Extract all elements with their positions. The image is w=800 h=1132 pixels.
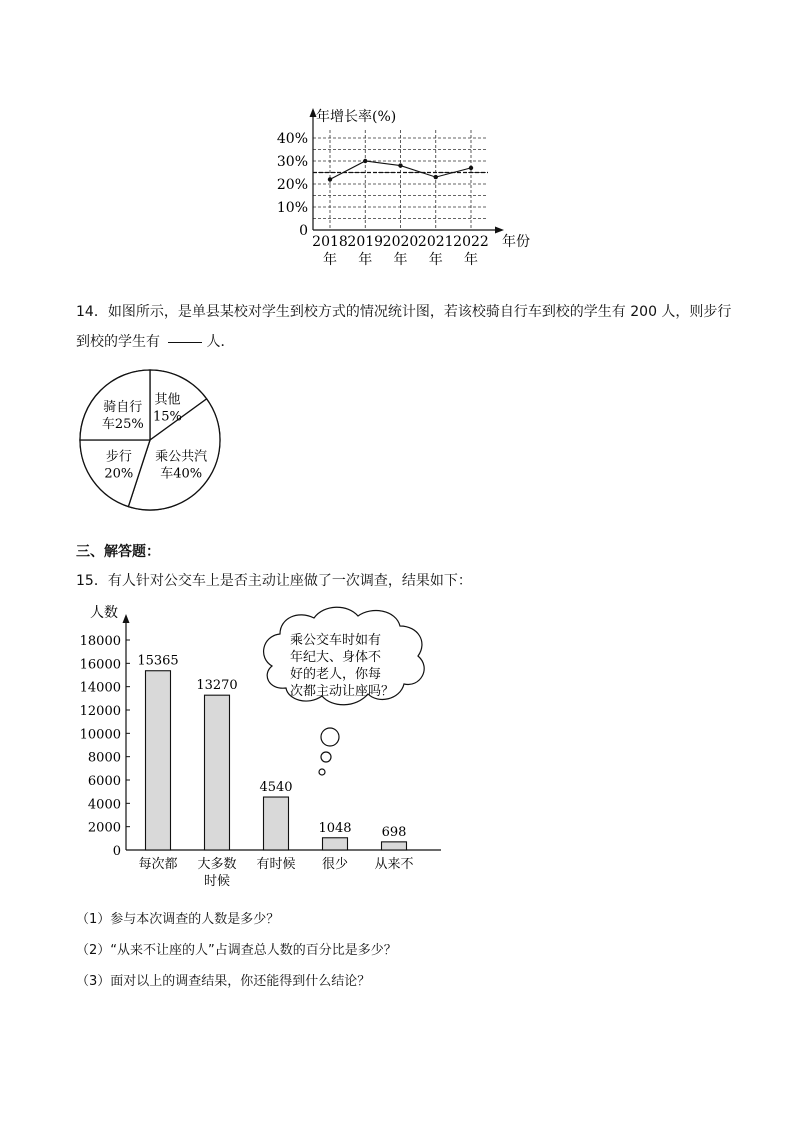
answer-blank[interactable] bbox=[168, 342, 202, 343]
bar-chart-y-tick-label: 8000 bbox=[87, 750, 121, 766]
bar-chart-category-label: 很少 bbox=[321, 857, 349, 872]
line-chart bbox=[260, 100, 540, 270]
pie-chart bbox=[70, 360, 230, 520]
sub-question-3: （3）面对以上的调查结果，你还能得到什么结论？ bbox=[76, 974, 371, 989]
pie-slice-label: 其他 bbox=[154, 392, 181, 408]
question-14-line-2-start: 到校的学生有 bbox=[76, 334, 165, 350]
thought-bubble bbox=[264, 607, 425, 775]
line-chart-x-tick-unit: 年 bbox=[323, 252, 337, 268]
pie-slice-value: 车40% bbox=[160, 466, 203, 482]
line-chart-x-tick-label: 2018 bbox=[312, 234, 348, 250]
bar-chart-data-label: 1048 bbox=[318, 820, 352, 836]
pie-slice-label: 乘公共汽 bbox=[155, 449, 208, 465]
line-chart-point bbox=[328, 177, 332, 181]
bar-chart bbox=[76, 596, 466, 896]
bar-chart-y-tick-label: 6000 bbox=[87, 774, 121, 789]
line-chart-x-tick-unit: 年 bbox=[393, 252, 408, 268]
bar-chart-data-label: 698 bbox=[381, 824, 407, 840]
line-chart-axes bbox=[310, 108, 505, 234]
bar-chart-category-label: 从来不 bbox=[374, 857, 414, 872]
bar-chart-bar bbox=[146, 671, 171, 850]
line-chart-x-tick-label: 2020 bbox=[382, 234, 419, 250]
bar-chart-category-label: 每次都 bbox=[138, 857, 178, 872]
bar-chart-y-tick-label: 16000 bbox=[79, 657, 121, 673]
bar-chart-category-label: 有时候 bbox=[256, 857, 296, 872]
line-chart-y-tick-label: 10% bbox=[276, 200, 308, 216]
line-chart-point bbox=[398, 163, 402, 167]
bubble-line-1: 乘公交车时如有 bbox=[290, 633, 382, 648]
bar-chart-y-tick-label: 12000 bbox=[79, 704, 121, 719]
pie-slice-value: 车25% bbox=[101, 416, 144, 432]
pie-slice-value: 20% bbox=[104, 466, 134, 482]
thought-bubble-dot-medium bbox=[321, 752, 331, 762]
bar-chart-category-label: 大多数 bbox=[197, 857, 237, 872]
question-14-line-2-end: 人． bbox=[206, 334, 235, 350]
bar-chart-category-label-line-2: 时候 bbox=[203, 874, 231, 889]
bar-chart-data-label: 13270 bbox=[196, 678, 238, 694]
pie-slice-label: 骑自行 bbox=[103, 399, 143, 415]
bar-chart-y-axis-label: 人数 bbox=[90, 605, 118, 621]
bar-chart-y-tick-label: 18000 bbox=[79, 634, 121, 649]
thought-bubble-dot-small bbox=[319, 769, 325, 775]
bar-chart-data-label: 15365 bbox=[137, 653, 179, 669]
bar-chart-bar bbox=[205, 695, 230, 850]
sub-question-1: （1）参与本次调查的人数是多少？ bbox=[76, 912, 280, 927]
line-chart-x-tick-unit: 年 bbox=[358, 252, 373, 268]
bar-chart-bar bbox=[264, 797, 289, 850]
bar-chart-y-tick-label: 10000 bbox=[79, 727, 121, 743]
line-chart-y-tick-label: 0 bbox=[299, 223, 308, 239]
line-chart-point bbox=[434, 175, 438, 179]
question-15-text: 15．有人针对公交车上是否主动让座做了一次调查，结果如下： bbox=[76, 573, 472, 589]
line-chart-y-tick-label: 30% bbox=[276, 154, 308, 170]
pie-slice-label: 步行 bbox=[105, 449, 132, 465]
line-chart-y-tick-label: 20% bbox=[276, 177, 308, 193]
bubble-line-4: 次都主动让座吗？ bbox=[290, 684, 395, 699]
line-chart-x-tick-label: 2019 bbox=[347, 234, 384, 250]
bar-chart-y-tick-label: 2000 bbox=[87, 820, 121, 836]
sub-question-2: （2）“从来不让座的人”占调查总人数的百分比是多少？ bbox=[76, 943, 397, 958]
line-chart-x-tick-unit: 年 bbox=[464, 252, 478, 268]
bar-chart-data-label: 4540 bbox=[259, 780, 293, 796]
question-14-line-2 bbox=[76, 332, 234, 352]
section-title: 三、解答题： bbox=[76, 544, 160, 560]
pie-slice-value: 15% bbox=[153, 409, 182, 425]
line-chart-x-axis-label: 年份 bbox=[502, 234, 530, 250]
line-chart-x-tick-label: 2022 bbox=[453, 234, 489, 250]
line-chart-y-tick-label: 40% bbox=[276, 131, 308, 147]
bubble-line-3: 好的老人，你每 bbox=[290, 667, 382, 682]
line-chart-x-tick-label: 2021 bbox=[417, 234, 454, 250]
bar-chart-y-tick-label: 14000 bbox=[79, 680, 121, 696]
bar-chart-y-tick-label: 4000 bbox=[87, 797, 121, 813]
bar-chart-y-tick-label: 0 bbox=[112, 844, 121, 859]
question-14-line-1: 14．如图所示，是单县某校对学生到校方式的情况统计图，若该校骑自行车到校的学生有 200 人，则步行 bbox=[76, 304, 732, 320]
line-chart-y-axis-label: 年增长率(%) bbox=[316, 109, 397, 125]
thought-bubble-dot-large bbox=[321, 728, 339, 746]
bar-chart-bar bbox=[382, 842, 407, 850]
line-chart-point bbox=[469, 166, 473, 170]
line-chart-grid bbox=[313, 130, 488, 230]
line-chart-x-tick-unit: 年 bbox=[428, 252, 443, 268]
bubble-line-2: 年纪大、身体不 bbox=[290, 650, 382, 665]
line-chart-point bbox=[363, 159, 367, 163]
bar-chart-bar bbox=[323, 838, 348, 850]
